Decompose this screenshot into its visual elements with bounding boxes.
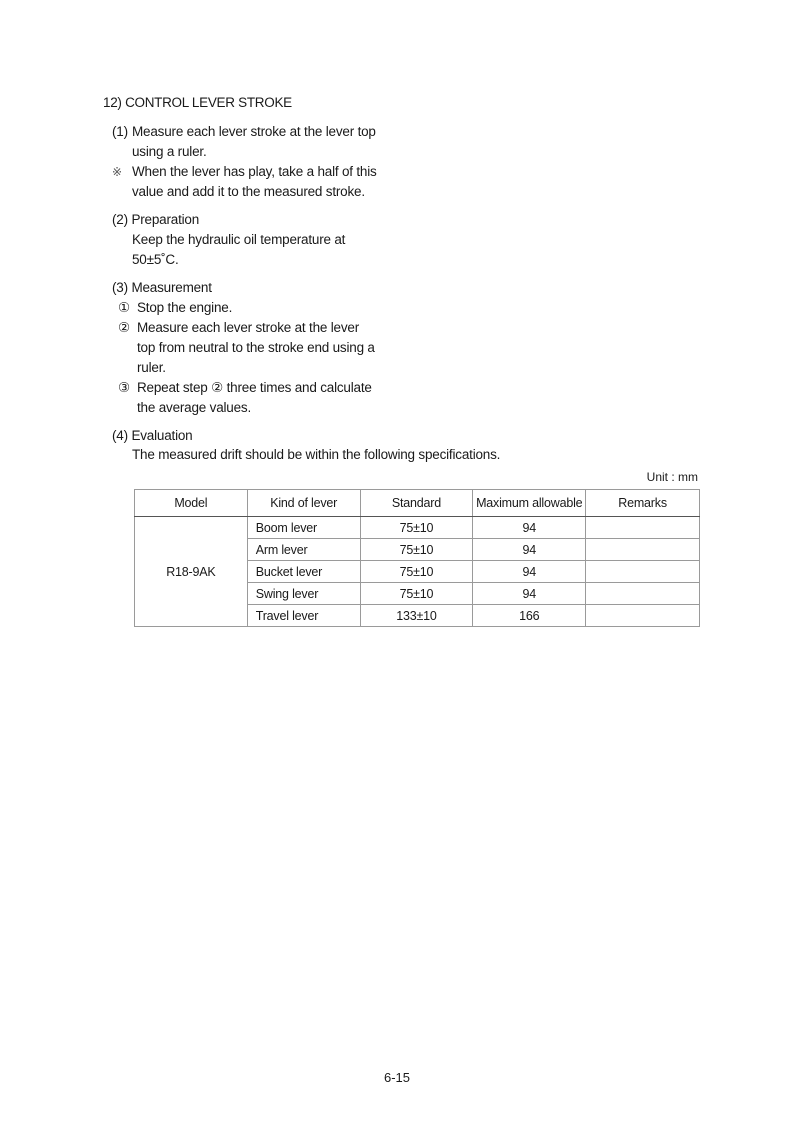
max-cell: 166 [473, 605, 586, 627]
header-remarks: Remarks [586, 490, 700, 517]
section-title: 12) CONTROL LEVER STROKE [103, 95, 292, 110]
note-line-2: value and add it to the measured stroke. [132, 184, 365, 199]
kind-cell: Travel lever [247, 605, 360, 627]
standard-cell: 75±10 [360, 539, 473, 561]
preparation-line-1: Keep the hydraulic oil temperature at [132, 232, 346, 247]
max-cell: 94 [473, 561, 586, 583]
note-mark: ※ [112, 165, 122, 179]
step-3-line-2: the average values. [137, 400, 252, 415]
unit-label: Unit : mm [646, 470, 698, 484]
table-row [135, 517, 700, 539]
kind-cell: Boom lever [247, 517, 360, 539]
item-1-line-2: using a ruler. [132, 144, 207, 159]
page-number: 6-15 [383, 1070, 411, 1085]
standard-cell: 75±10 [360, 561, 473, 583]
step-1-line-1: Stop the engine. [137, 300, 233, 315]
header-standard: Standard [360, 490, 473, 517]
note-line-1: When the lever has play, take a half of this [132, 164, 377, 179]
evaluation-heading: (4) Evaluation [112, 428, 193, 443]
remarks-cell [586, 583, 700, 605]
evaluation-line-1: The measured drift should be within the following specifications. [132, 447, 501, 462]
standard-cell: 75±10 [360, 583, 473, 605]
max-cell: 94 [473, 517, 586, 539]
step-1-mark: ① [118, 300, 130, 315]
table-header-row [135, 490, 700, 517]
preparation-heading: (2) Preparation [112, 212, 200, 227]
model-cell: R18-9AK [135, 517, 248, 627]
lever-stroke-table [134, 489, 700, 627]
measurement-heading: (3) Measurement [112, 280, 212, 295]
step-2-mark: ② [118, 320, 130, 335]
remarks-cell [586, 539, 700, 561]
max-cell: 94 [473, 583, 586, 605]
header-model: Model [135, 490, 248, 517]
step-2-line-3: ruler. [137, 360, 166, 375]
kind-cell: Bucket lever [247, 561, 360, 583]
header-kind-of-lever: Kind of lever [247, 490, 360, 517]
standard-cell: 75±10 [360, 517, 473, 539]
remarks-cell [586, 561, 700, 583]
remarks-cell [586, 605, 700, 627]
max-cell: 94 [473, 539, 586, 561]
kind-cell: Arm lever [247, 539, 360, 561]
header-maximum-allowable: Maximum allowable [473, 490, 586, 517]
item-1-line-1: Measure each lever stroke at the lever top [132, 124, 376, 139]
kind-cell: Swing lever [247, 583, 360, 605]
remarks-cell [586, 517, 700, 539]
step-3-mark: ③ [118, 380, 130, 395]
preparation-line-2: 50±5˚C. [132, 252, 179, 267]
step-3-line-1: Repeat step ② three times and calculate [137, 380, 372, 395]
step-2-line-2: top from neutral to the stroke end using a [137, 340, 375, 355]
item-1-number: (1) [112, 124, 128, 139]
step-2-line-1: Measure each lever stroke at the lever [137, 320, 360, 335]
standard-cell: 133±10 [360, 605, 473, 627]
